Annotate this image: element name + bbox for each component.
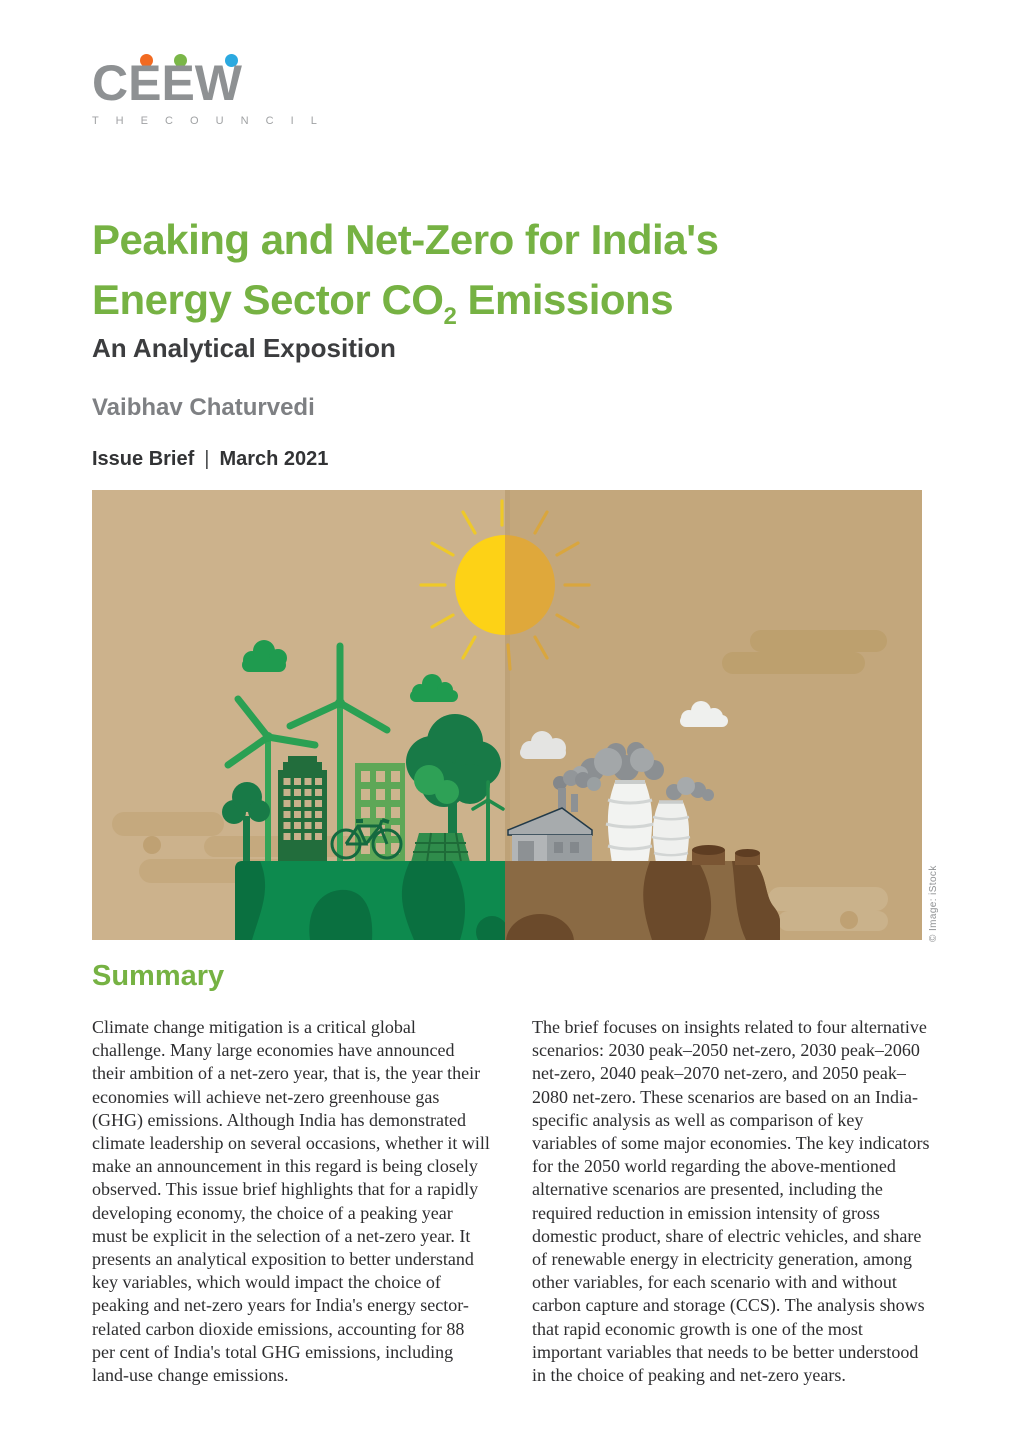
doc-type: Issue Brief — [92, 448, 195, 470]
logo-wordmark: CEEW — [92, 55, 242, 111]
image-credit: © Image: iStock — [928, 865, 939, 942]
page-title — [92, 210, 952, 337]
logo-tagline: T H E C O U N C I L — [92, 115, 324, 127]
doc-date: March 2021 — [219, 448, 329, 470]
tan-cloud-bottomright-icon — [768, 887, 888, 931]
doc-meta — [92, 448, 328, 471]
author-name: Vaibhav Chaturvedi — [92, 394, 315, 421]
co2-subscript: 2 — [443, 303, 457, 330]
title-line2: Energy Sector $CO_2$ Emissions — [92, 276, 674, 330]
page-subtitle: An Analytical Exposition — [92, 333, 396, 363]
summary-column-1: Climate change mitigation is a critical global challenge. Many large economies have announced their ambition of a net-zero year, that is, the year their economies will achieve net-zero greenhouse gas (GHG) emissions. Although India has demonstrated climate leadership on several occasions, whether it will make an announcement in this regard is being closely observed. This issue brief highlights that for a rapidly developing economy, the choice of a peaking year must be explicit in the selection of a net-zero year. It presents an analytical exposition to better understand key variables, which would impact the choice of peaking and net-zero years for India's energy sector-related carbon dioxide emissions, accounting for 88 per cent of India's total GHG emissions, including land-use change emissions. — [92, 1017, 490, 1386]
cover-illustration — [92, 490, 922, 940]
green-building-dark-icon — [278, 756, 327, 862]
solar-panel-icon — [411, 833, 470, 862]
summary-body — [92, 1016, 930, 1387]
title-line1: Peaking and Net-Zero for India's — [92, 216, 719, 263]
ceew-logo — [92, 55, 324, 127]
summary-heading: Summary — [92, 960, 225, 992]
summary-column-2: The brief focuses on insights related to four alternative scenarios: 2030 peak–2050 net-zero, 2030 peak–2060 net-zero, 2040 peak–2070 net-zero, and 2050 peak–2080 net-zero. These scenarios are based on an India-specific analysis as well as comparison of key variables of some major economies. The key indicators for the 2050 world regarding the above-mentioned alternative scenarios are presented, including the required reduction in emission intensity of gross domestic product, share of electric vehicles, and share of renewable energy in electricity generation, among other variables, for each scenario with and without carbon capture and storage (CCS). The analysis shows that rapid economic growth is one of the most important variables that needs to be better understood in the choice of peaking and net-zero years. — [532, 1017, 930, 1386]
green-building-light-icon — [355, 763, 405, 862]
meta-separator: | — [204, 448, 210, 470]
brown-earth — [505, 861, 780, 940]
green-earth — [235, 861, 508, 940]
